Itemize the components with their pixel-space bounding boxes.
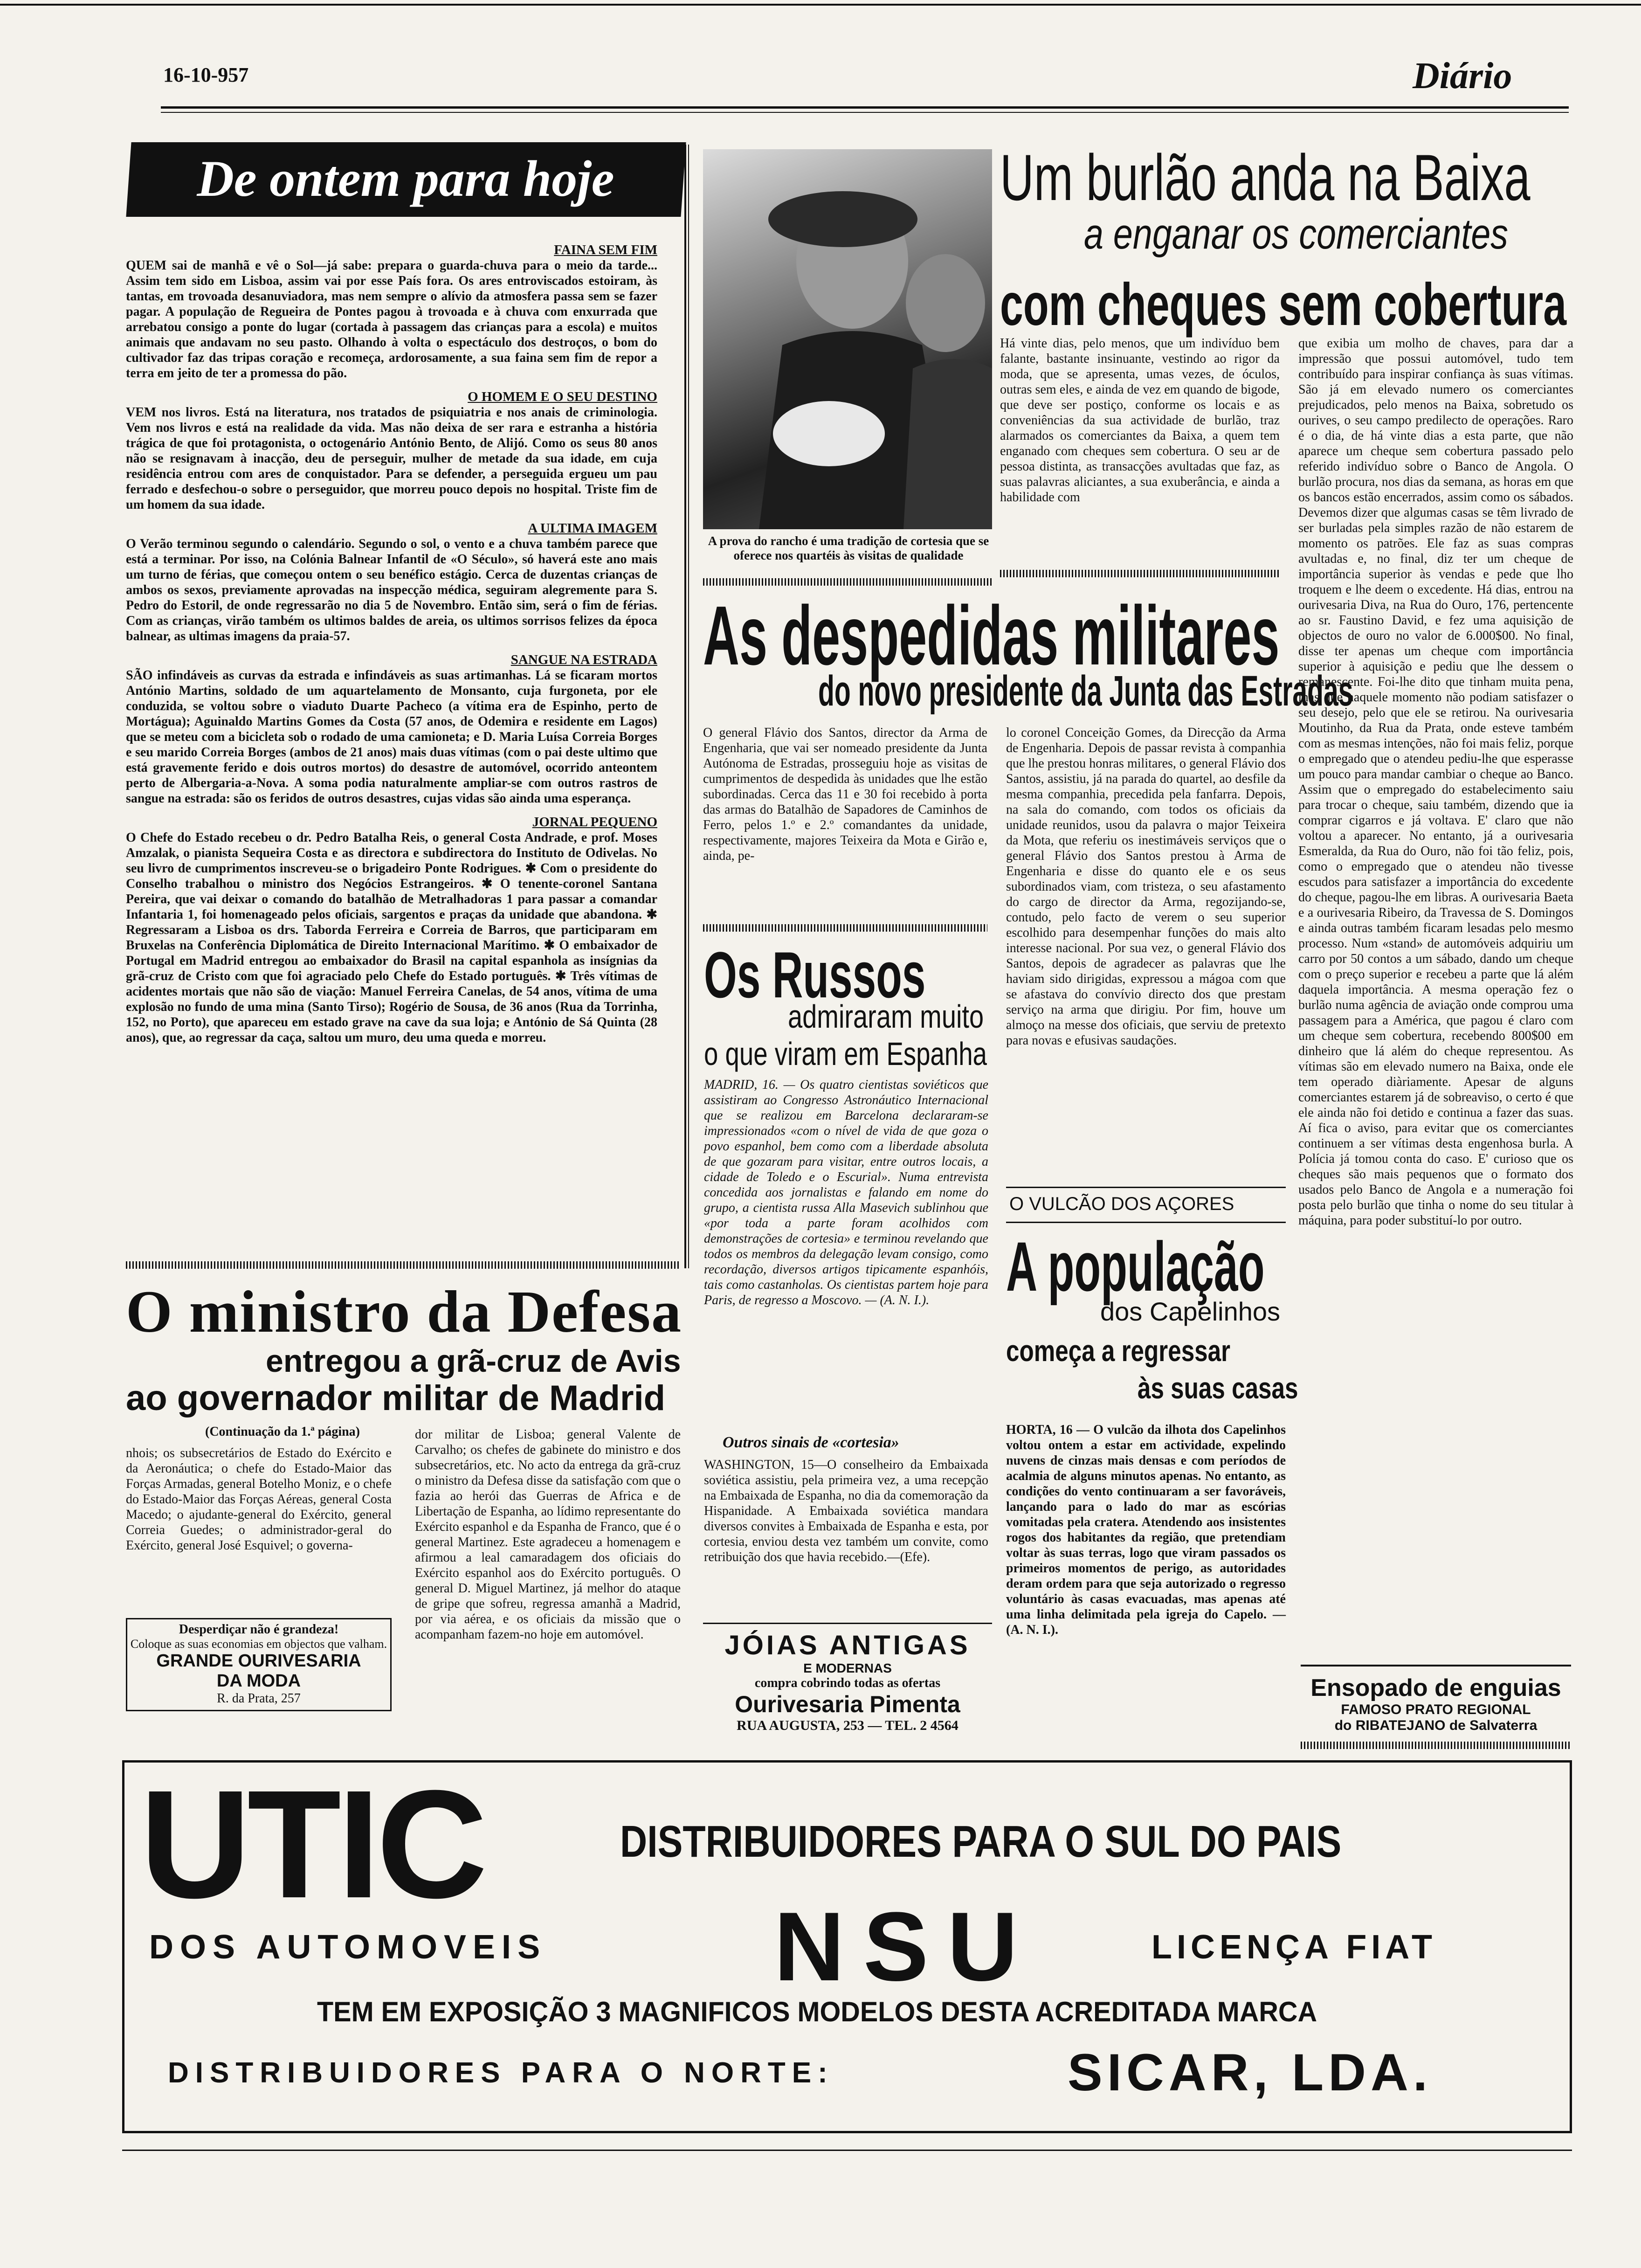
photo-military: [703, 149, 992, 529]
ad-line-1: Desperdiçar não é grandeza!: [179, 1622, 339, 1637]
ad-joias-antigas: [703, 1630, 992, 1734]
burlao-headline-2: a enganar os comerciantes: [1084, 210, 1508, 258]
left-column-articles: [126, 242, 657, 1045]
section-title: A ULTIMA IMAGEM: [528, 521, 657, 536]
despedidas-col-1: O general Flávio dos Santos, director da Arma de Engenharia, que vai ser nomeado presidente da Junta Autónoma de Estradas, prosseguiu hoje as visitas de cumprimentos de despedida às unidades que lhe estão subordinadas. Cerca das 11 e 30 foi recebido à porta das armas do Batalhão de Sapadores de Caminhos de Ferro, pelos 1.º e 2.º comandantes da unidade, respectivamente, majores Teixeira da Mota e Girão e, ainda, pe-: [703, 726, 987, 863]
section-title: O HOMEM E O SEU DESTINO: [468, 389, 657, 404]
photo-illustration: [703, 149, 992, 529]
vulcao-text: HORTA, 16 — O vulcão da ilhota dos Capelinhos voltou ontem a estar em actividade, expelindo nuvens de cinzas mais densas e com períodos de acalmia de alguns minutos apenas. No entanto, as condições do vento continuaram a ser favoráveis, lançando para o lado do mar as escórias vomitadas pela cratera. Atendendo aos insistentes rogos dos habitantes da região, que pretendiam voltar às suas terras, logo que viram passados os primeiros momentos de perigo, as autoridades deram ordem para que seja autorizado o regresso voluntário às casas evacuadas, mas apenas até uma linha delimitada pela igreja do Capelo. — (A. N. I.).: [1006, 1423, 1286, 1637]
ad-joias-name: Ourivesaria Pimenta: [735, 1691, 960, 1717]
vulcao-headline: A população: [1006, 1227, 1265, 1306]
section-text: VEM nos livros. Está na literatura, nos tratados de psiquiatria e nos anais de criminologia. Vem nos livros e está na realidade da vida. Mas não deixa de ser rara e estranha a história trágica de que foi protagonista, o octogenário António Bento, de Alijó. Como os seus 80 anos não se resignavam à inacção, deu de perseguir, mulher de metade da sua idade, em cuja residência entrou com ares de conquistador. Para se defender, a perseguida ergueu um pau ferrado e desfechou-o sobre o perseguidor, que morreu pouco depois no hospital. Triste fim de um homem da sua idade.: [126, 405, 657, 512]
defesa-continued: (Continuação da 1.ª página): [205, 1424, 360, 1439]
vulcao-subhead-3: às suas casas: [1138, 1371, 1298, 1405]
russos-subhead-1: admiraram muito: [788, 998, 984, 1035]
despedidas-subhead: do novo presidente da Junta das Estradas: [818, 667, 1353, 715]
ad-utic-brand: UTIC: [140, 1758, 484, 1930]
section-text: O Chefe do Estado recebeu o dr. Pedro Batalha Reis, o general Costa Andrade, e prof. Moses Amzalak, o pianista Sequeira Costa e as directora e subdirectora do Instituto de Odivelas. No seu livro de cumprimentos inscreveu-se o brigadeiro Ponte Rodrigues. ✱ Com o presidente do Conselho trabalhou o ministro dos Negócios Estrangeiros. ✱ O tenente-coronel Santana Pereira, que vai deixar o comando do batalhão de Metralhadoras 1 para passar a comandar Infantaria 1, foi homenageado pelos oficiais, sargentos e praças da unidade que abandona. ✱ Regressaram a Lisboa os drs. Taborda Ferreira e Correia de Barros, que participaram em Bruxelas na Conferência Diplomática de Direito Internacional Marítimo. ✱ O embaixador de Portugal em Madrid entregou ao embaixador do Brasil na capital espanhola as insígnias da grã-cruz de Cristo com que foi agraciado pelo Chefe do Estado português. ✱ Três vítimas de acidentes mortais que não são de viação: Manuel Ferreira Canelas, de 54 anos, vítima de uma explosão no fundo de uma mina (Santo Tirso); Rogério de Sousa, de 36 anos (Rua da Torrinha, 152, no Porto), que apareceu em estado grave na cave da sua loja; e António de Sá Quinta (28 anos), que, ao regressar da caça, saltou um muro, deu uma queda e morreu.: [126, 830, 657, 1045]
ad-enguias-line-3: do RIBATEJANO de Salvaterra: [1334, 1718, 1538, 1733]
burlao-headline-1: Um burlão anda na Baixa: [1000, 141, 1531, 214]
column-banner-text: De ontem para hoje: [197, 150, 614, 207]
ad-utic-line-2a: DOS AUTOMOVEIS: [149, 1929, 547, 1966]
burlao-col-1: Há vinte dias, pelo menos, que um indivíduo bem falante, bastante insinuante, vestindo ao rigor da moda, que se apresenta, umas vezes, de óculos, outras sem eles, e ainda de vez em quando de bigode, que deve ser postiço, conforme os locais e as conveniências da sua actividade de burlão, traz alarmados os comerciantes da Baixa, a quem tem enganado com cheques sem cobertura. O seu ar de pessoa distinta, as transacções avultadas que faz, as suas palavras aliciantes, a sua exuberância, e ainda a habilidade com: [1000, 336, 1280, 505]
ad-nsu-logo: NSU: [774, 1892, 1037, 2001]
ad-utic-line-2b: LICENÇA FIAT: [1151, 1929, 1437, 1966]
photo-caption: A prova do rancho é uma tradição de cortesia que se oferece nos quartéis às visitas de qualidade: [708, 534, 989, 562]
defesa-subhead-1: entregou a grã-cruz de Avis: [266, 1343, 681, 1379]
defesa-headline: O ministro da Defesa: [126, 1279, 683, 1345]
russos-subhead-2: o que viram em Espanha: [704, 1036, 987, 1072]
russos-sub: Outros sinais de «cortesia»: [723, 1434, 899, 1451]
defesa-subhead-2: ao governador militar de Madrid: [126, 1378, 666, 1418]
ad-joias-address: RUA AUGUSTA, 253 — TEL. 2 4564: [737, 1718, 958, 1733]
defesa-col-2: dor militar de Lisboa; general Valente de Carvalho; os chefes de gabinete do ministro e dos subsecretários, etc. No acto da entrega da grã-cruz o ministro da Defesa disse da satisfação com que o fazia ao herói das Guerras de Africa e de Libertação de Espanha, ao lídimo representante do Exército espanhol e da Espanha de Franco, que é o general Martinez. Este agradeceu a homenagem e afirmou a leal camaradagem dos oficiais do Exército espanhol aos do Exército português. O general D. Miguel Martinez, já melhor do ataque de gripe que sofreu, regressa amanhã a Madrid, por via aérea, e os oficiais da missão que o acompanham fazem-no hoje em automóvel.: [415, 1427, 681, 1642]
ad-joias-line-3: compra cobrindo todas as ofertas: [754, 1676, 941, 1690]
ad-enguias-line-2: FAMOSO PRATO REGIONAL: [1341, 1702, 1531, 1717]
ad-utic-line-1: DISTRIBUIDORES PARA O SUL DO PAIS: [620, 1817, 1342, 1867]
masthead: Diário: [1413, 55, 1512, 97]
ad-ensopado-enguias: [1301, 1674, 1571, 1734]
despedidas-col-2: lo coronel Conceição Gomes, da Direcção da Arma de Engenharia. Depois de passar revista à companhia que lhe prestou honras militares, o general Flávio dos Santos, assistiu, já na parada do quartel, ao desfile da mesma companhia, precedida pela fanfarra. Depois, na sala do comando, com todos os oficiais da unidade reunidos, usou da palavra o major Teixeira da Mota, que referiu os inestimáveis serviços que o general Flávio dos Santos prestou à Arma de Engenharia e disse do quanto ele e os seus subordinados viam, com tristeza, o seu afastamento do cargo de director da Arma, regozijando-se, contudo, pelo facto de verem o seu superior escolhido para desempenhar funções do mais alto interesse nacional. Por sua vez, o general Flávio dos Santos, depois de agradecer as palavras que lhe haviam sido dirigidas, expressou a mágoa com que se afastava do convívio directo dos que prestam serviço na arma que dirigiu. Por fim, houve um almoço na messe dos oficiais, que serviu de pretexto para novas e efusivas saudações.: [1006, 726, 1286, 1048]
ad-utic-line-4b: SICAR, LDA.: [1068, 2043, 1432, 2102]
defesa-col-1: nhois; os subsecretários de Estado do Exército e da Aeronáutica; o chefe do Estado-Maior das Forças Armadas, general Botelho Moniz, e o chefe do Estado-Maior das Forças Aéreas, general Costa Macedo; o ajudante-general do Exército, general Correia Guedes; o administrador-geral do Exército, general José Esquivel; o governa-: [126, 1446, 392, 1553]
ad-line-2: Coloque as suas economias em objectos que valham.: [130, 1637, 387, 1651]
russos-text: MADRID, 16. — Os quatro cientistas soviéticos que assistiram ao Congresso Astronáutico Internacional que se realizou em Barcelona declararam-se impressionados «com o nível de vida de que goza o povo espanhol, bem como com a liberdade absoluta de que gozaram para visitar, entre outros locais, a cidade de Toledo e o Escurial». Numa entrevista concedida aos jornalistas e falando em nome do grupo, a cientista russa Alla Masevich sublinhou que «por toda a parte foram acolhidos com demonstrações de cortesia» e terminou revelando que todos os membros da delegação levam consigo, como recordação, diversos artigos tipicamente espanhóis, tais como castanholas. Os cientistas partem hoje para Paris, de regresso a Moscovo. — (A. N. I.).: [704, 1078, 988, 1307]
vulcao-subhead-2: começa a regressar: [1006, 1334, 1231, 1368]
ad-name-1: GRANDE OURIVESARIA: [156, 1651, 361, 1671]
ad-joias-title: JÓIAS ANTIGAS: [724, 1630, 971, 1660]
issue-date: 16-10-957: [163, 63, 249, 86]
section-text: QUEM sai de manhã e vê o Sol—já sabe: prepara o guarda-chuva para o meio da tarde... Assim tem sido em Lisboa, assim vai por esse País fora. Os ares entroviscados estoiram, às tantas, em trovoada desanuviadora, mas nem sempre o alívio da atmosfera passa sem se fazer pagar. A população de Regueira de Pontes pagou à trovoada e à chuva com enxurrada que arrebatou consigo a ponte do lugar (cortada à passagem das crianças para a escola) e muitos animais que andavam no seu pasto. Olhando à volta o espectáculo dos destroços, o bom do cultivador faz das tripas coração e recomeça, ardorosamente, a sua faina sem fim de repor a terra em jeito de ter a promessa do pão.: [126, 258, 657, 380]
ad-address: R. da Prata, 257: [217, 1691, 301, 1706]
burlao-headline-3: com cheques sem cobertura: [1000, 271, 1567, 338]
section-title: FAINA SEM FIM: [554, 242, 657, 257]
vulcao-kicker: O VULCÃO DOS AÇORES: [1009, 1194, 1234, 1214]
ad-utic-line-3: TEM EM EXPOSIÇÃO 3 MAGNIFICOS MODELOS DESTA ACREDITADA MARCA: [317, 1996, 1317, 2027]
russos-headline: Os Russos: [704, 938, 926, 1011]
ad-name-2: DA MODA: [216, 1671, 301, 1691]
burlao-col-2: que exibia um molho de chaves, para dar a impressão que possui automóvel, tudo tem contribuído para inspirar confiança às suas vítimas. São já em elevado numero os comerciantes prejudicados, pelo menos na Baixa, sobretudo os ourives, o seu campo predilecto de operações. Raro é o dia, de há vinte dias a esta parte, que não aparece um cheque sem cobertura passado pelo referido indivíduo sobre o Banco de Angola. O burlão procura, nos dias da semana, as horas em que os bancos estão encerrados, assim como os sábados. Devemos dizer que algumas casas se têm livrado de ser burladas pela simples razão de não estarem de momento os patrões. Ele faz as suas compras avultadas e, no final, diz ter um cheque de importância superior às vendas e pede que lho troquem e lhe deem o excedente. Há dias, entrou na ourivesaria Diva, na Rua do Ouro, 176, pertencente ao sr. Faustino David, e fez uma aquisição de objectos de ouro no valor de 6.000$00. No final, disse ter apenas um cheque com importância superior à aquisição e pediu que lhe dessem o remanescente. Foi-lhe dito que tinham muita pena, mas que naquele momento não podiam satisfazer o seu desejo, pelo que ele se retirou. Na ourivesaria Moutinho, da Rua da Prata, onde esteve também com as mesmas intenções, não foi mais feliz, porque o empregado que o atendeu pediu-lhe que esperasse um pouco para mandar cambiar o cheque ao Banco. Assim que o empregado do estabelecimento saiu para trocar o cheque, saiu também, dizendo que ia comprar cigarros e já voltava. E' claro que não voltou a aparecer. No entanto, já a ourivesaria Esmeralda, da Rua do Ouro, não foi tão feliz, pois, como o empregado que o atendeu não tivesse escudos para satisfazer a importância do excedente do cheque, pagou-lhe em libras. A ourivesaria Baeta e a ourivesaria Ribeiro, da Travessa de S. Domingos e ainda outras também ficaram lesadas pelo mesmo processo. Num «stand» de automóveis adquiriu um carro por 50 contos a um sábado, dando um cheque com o preço superior e recebeu a parte que lá além daquela importância. A mesma operação fez o burlão numa agência de aviação onde comprou uma passagem para a América, que pagou é claro com um cheque sem cobertura, recebendo 800$00 em dinheiro que lá além do cheque representou. As vítimas são em elevado numero na Baixa, onde ele tem operado diàriamente. Apesar de alguns comerciantes estarem já de sobreaviso, o certo é que ele ainda não foi detido e continua a fazer das suas. Aí fica o aviso, para evitar que os comerciantes continuem a ser vítimas desta engenhosa burla. A Polícia já tomou conta do caso. E' curioso que os cheques são mais pequenos que o formato dos usados pelo Banco de Angola e a numeração foi posta pelo burlão que tinha o nome do seu titular à máquina, para poder substituí-lo por outro.: [1298, 336, 1573, 1228]
section-title: SANGUE NA ESTRADA: [510, 652, 657, 667]
section-text: SÃO infindáveis as curvas da estrada e infindáveis as suas artimanhas. Lá se ficaram mortos António Martins, soldado de um aquartelamento de Monsanto, cuja furgoneta, por ele conduzida, se voltou sobre o viaduto Duarte Pacheco (a vítima era de Espinho, perto de Mortágua); Aguinaldo Martins Gomes da Costa (57 anos, de Odemira e residente em Lagos) que se meteu com a bicicleta sob o rodado de uma camioneta; e D. Maria Luísa Correia Borges e seu marido Correia Borges (ambos de 21 anos) mais duas vítimas (com o pai deste ultimo que está gravemente ferido e dois outros mortos) do desastre de automóvel, ocorrido anteontem perto de Albergaria-a-Nova. A soma podia naturalmente ampliar-se com outros rastros de sangue na estrada: são os feridos de outros desastres, cujas vidas são ainda uma esperança.: [126, 668, 657, 806]
russos-text-2: WASHINGTON, 15—O conselheiro da Embaixada soviética assistiu, pela primeira vez, a uma recepção na Embaixada de Espanha, no dia da comemoração da Hispanidade. A Embaixada soviética mandara diversos convites à Embaixada de Espanha e esta, por cortesia, enviou desta vez também um convite, como retribuição dos que havia recebido.—(Efe).: [704, 1458, 988, 1564]
ad-joias-line-2: E MODERNAS: [803, 1661, 892, 1675]
section-text: O Verão terminou segundo o calendário. Segundo o sol, o vento e a chuva também parece que está a terminar. Por isso, na Colónia Balnear Infantil de «O Século», só haverá este ano mais um turno de férias, que começou ontem o seu benéfico estágio. Cerca de duzentas crianças de ambos os sexos, previamente aprovadas na inspecção médica, seguiram alegremente para S. Pedro do Estoril, de onde regressarão no dia 5 de Novembro. Então sim, será o fim de férias. Com as crianças, virão também os ultimos baldes de areia, os ultimos sorrisos felizes da época balnear, as ultimas imagens da praia-57.: [126, 537, 657, 643]
vulcao-subhead-1: dos Capelinhos: [1100, 1297, 1281, 1326]
ad-utic-line-4a: DISTRIBUIDORES PARA O NORTE:: [168, 2057, 834, 2089]
ad-ourivesaria-moda: [126, 1618, 392, 1711]
ad-enguias-title: Ensopado de enguias: [1310, 1674, 1561, 1701]
section-title: JORNAL PEQUENO: [532, 815, 657, 830]
despedidas-headline: As despedidas militares: [703, 589, 1280, 683]
